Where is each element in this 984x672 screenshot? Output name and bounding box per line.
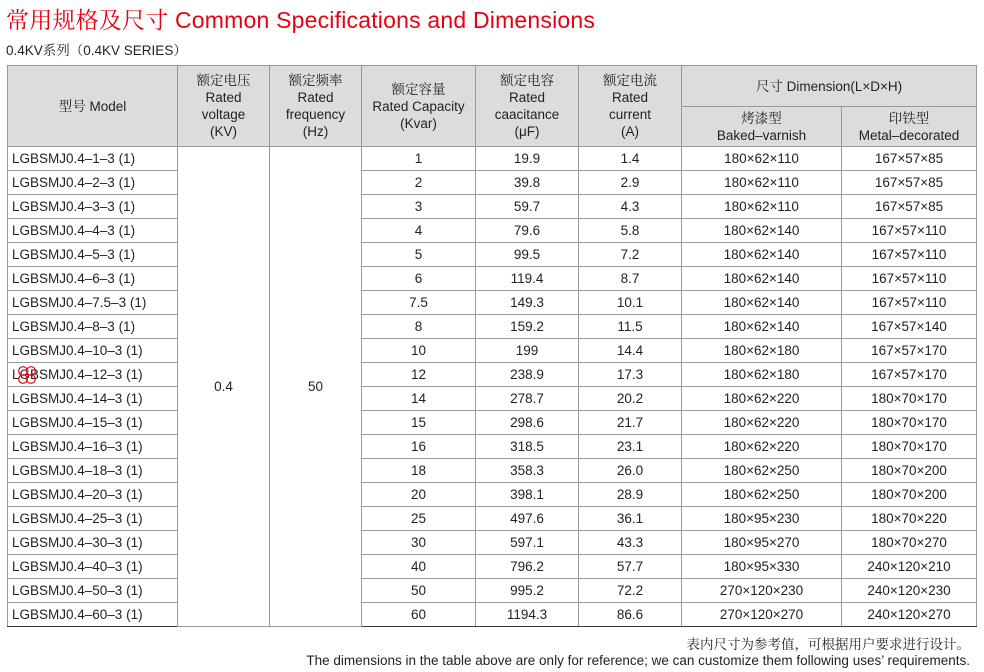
cell-capacity: 15 bbox=[362, 411, 476, 435]
cell-baked-dimension: 180×62×220 bbox=[682, 411, 842, 435]
header-model: 型号 Model bbox=[8, 66, 178, 147]
cell-capacitance: 597.1 bbox=[476, 531, 579, 555]
cell-baked-dimension: 180×62×180 bbox=[682, 363, 842, 387]
cell-baked-dimension: 270×120×230 bbox=[682, 579, 842, 603]
cell-current: 43.3 bbox=[579, 531, 682, 555]
header-frequency-line: frequency bbox=[285, 107, 346, 122]
table-row bbox=[8, 363, 977, 387]
header-capacity bbox=[362, 66, 476, 147]
footnote-chinese: 表内尺寸为参考值，可根据用户要求进行设计。 bbox=[686, 637, 970, 652]
cell-capacity: 16 bbox=[362, 435, 476, 459]
cell-model: LGBSMJ0.4–1–3 (1) bbox=[8, 147, 178, 171]
cell-metal-dimension: 167×57×170 bbox=[842, 363, 977, 387]
cell-model: LGBSMJ0.4–6–3 (1) bbox=[8, 267, 178, 291]
cell-capacity: 4 bbox=[362, 219, 476, 243]
header-current-line: Rated bbox=[611, 90, 649, 105]
header-frequency-line: Rated bbox=[297, 90, 334, 105]
header-baked-line: 烤漆型 bbox=[741, 110, 782, 126]
cell-metal-dimension: 167×57×85 bbox=[842, 171, 977, 195]
cell-model: LGBSMJ0.4–14–3 (1) bbox=[8, 387, 178, 411]
cell-capacity: 30 bbox=[362, 531, 476, 555]
cell-capacity: 25 bbox=[362, 507, 476, 531]
cell-current: 36.1 bbox=[579, 507, 682, 531]
cell-capacitance: 119.4 bbox=[476, 267, 579, 291]
cell-current: 72.2 bbox=[579, 579, 682, 603]
header-voltage-line: (KV) bbox=[210, 124, 237, 139]
table-row bbox=[8, 555, 977, 579]
series-subtitle: 0.4KV系列（0.4KV SERIES） bbox=[6, 43, 187, 58]
cell-current: 5.8 bbox=[579, 219, 682, 243]
cell-metal-dimension: 180×70×170 bbox=[842, 411, 977, 435]
footnote-english: The dimensions in the table above are only for reference; we can customize them following uses’ requirements. bbox=[306, 653, 970, 668]
cell-model: LGBSMJ0.4–40–3 (1) bbox=[8, 555, 178, 579]
cell-baked-dimension: 180×62×220 bbox=[682, 435, 842, 459]
cell-baked-dimension: 180×95×270 bbox=[682, 531, 842, 555]
cell-metal-dimension: 167×57×110 bbox=[842, 291, 977, 315]
cell-model: LGBSMJ0.4–10–3 (1) bbox=[8, 339, 178, 363]
header-current-line: current bbox=[608, 107, 652, 122]
cell-metal-dimension: 240×120×270 bbox=[842, 603, 977, 627]
cell-baked-dimension: 180×62×110 bbox=[682, 147, 842, 171]
table-row bbox=[8, 435, 977, 459]
cell-model: LGBSMJ0.4–20–3 (1) bbox=[8, 483, 178, 507]
cell-capacitance: 39.8 bbox=[476, 171, 579, 195]
cell-model: LGBSMJ0.4–15–3 (1) bbox=[8, 411, 178, 435]
cell-capacitance: 99.5 bbox=[476, 243, 579, 267]
cell-baked-dimension: 180×62×250 bbox=[682, 459, 842, 483]
header-frequency-line: 额定频率 bbox=[288, 73, 343, 88]
table-row bbox=[8, 219, 977, 243]
cell-capacitance: 358.3 bbox=[476, 459, 579, 483]
table-row bbox=[8, 291, 977, 315]
cell-capacitance: 79.6 bbox=[476, 219, 579, 243]
header-metal-line: 印铁型 bbox=[888, 110, 930, 126]
cell-metal-dimension: 167×57×110 bbox=[842, 219, 977, 243]
cell-baked-dimension: 180×95×330 bbox=[682, 555, 842, 579]
header-capacitance-line: Rated bbox=[508, 90, 546, 105]
cell-metal-dimension: 180×70×220 bbox=[842, 507, 977, 531]
cell-baked-dimension: 180×95×230 bbox=[682, 507, 842, 531]
cell-current: 2.9 bbox=[579, 171, 682, 195]
cell-baked-dimension: 270×120×270 bbox=[682, 603, 842, 627]
table-row bbox=[8, 483, 977, 507]
header-current-line: 额定电流 bbox=[603, 73, 657, 88]
table-row bbox=[8, 579, 977, 603]
cell-current: 10.1 bbox=[579, 291, 682, 315]
header-metal-decorated bbox=[842, 107, 977, 147]
cell-current: 14.4 bbox=[579, 339, 682, 363]
cell-model: LGBSMJ0.4–5–3 (1) bbox=[8, 243, 178, 267]
cell-capacitance: 796.2 bbox=[476, 555, 579, 579]
cell-model: LGBSMJ0.4–7.5–3 (1) bbox=[8, 291, 178, 315]
cell-current: 26.0 bbox=[579, 459, 682, 483]
table-row bbox=[8, 531, 977, 555]
cell-metal-dimension: 167×57×170 bbox=[842, 339, 977, 363]
cell-metal-dimension: 167×57×110 bbox=[842, 267, 977, 291]
header-voltage-line: voltage bbox=[201, 107, 246, 122]
cell-current: 4.3 bbox=[579, 195, 682, 219]
cell-baked-dimension: 180×62×140 bbox=[682, 219, 842, 243]
cell-baked-dimension: 180×62×140 bbox=[682, 243, 842, 267]
header-frequency-line: (Hz) bbox=[302, 124, 329, 139]
page-title: 常用规格及尺寸 Common Specifications and Dimensions bbox=[6, 7, 596, 33]
cell-capacity: 60 bbox=[362, 603, 476, 627]
header-capacitance-line: 额定电容 bbox=[500, 73, 554, 88]
cell-metal-dimension: 180×70×200 bbox=[842, 483, 977, 507]
table-row bbox=[8, 243, 977, 267]
cell-capacitance: 995.2 bbox=[476, 579, 579, 603]
cell-capacitance: 298.6 bbox=[476, 411, 579, 435]
header-current bbox=[579, 66, 682, 147]
cell-baked-dimension: 180×62×180 bbox=[682, 339, 842, 363]
cell-current: 28.9 bbox=[579, 483, 682, 507]
cell-metal-dimension: 180×70×200 bbox=[842, 459, 977, 483]
cell-metal-dimension: 167×57×85 bbox=[842, 147, 977, 171]
cell-baked-dimension: 180×62×220 bbox=[682, 387, 842, 411]
cell-current: 7.2 bbox=[579, 243, 682, 267]
header-voltage-line: 额定电压 bbox=[196, 73, 251, 88]
table-row bbox=[8, 507, 977, 531]
specifications-table bbox=[7, 65, 977, 627]
cell-current: 11.5 bbox=[579, 315, 682, 339]
cell-current: 86.6 bbox=[579, 603, 682, 627]
cell-current: 8.7 bbox=[579, 267, 682, 291]
cell-capacitance: 398.1 bbox=[476, 483, 579, 507]
table-row bbox=[8, 171, 977, 195]
cell-capacity: 40 bbox=[362, 555, 476, 579]
cell-metal-dimension: 167×57×85 bbox=[842, 195, 977, 219]
cell-capacitance: 199 bbox=[476, 339, 579, 363]
cell-model: LGBSMJ0.4–30–3 (1) bbox=[8, 531, 178, 555]
header-frequency bbox=[270, 66, 362, 147]
cell-capacitance: 19.9 bbox=[476, 147, 579, 171]
table-row bbox=[8, 411, 977, 435]
cell-capacity: 7.5 bbox=[362, 291, 476, 315]
cell-baked-dimension: 180×62×110 bbox=[682, 195, 842, 219]
cell-capacity: 1 bbox=[362, 147, 476, 171]
cell-capacitance: 149.3 bbox=[476, 291, 579, 315]
cell-baked-dimension: 180×62×140 bbox=[682, 315, 842, 339]
header-baked-line: Baked–varnish bbox=[716, 127, 807, 143]
cell-model: LGBSMJ0.4–25–3 (1) bbox=[8, 507, 178, 531]
cell-model: LGBSMJ0.4–16–3 (1) bbox=[8, 435, 178, 459]
cell-current: 23.1 bbox=[579, 435, 682, 459]
cell-capacitance: 318.5 bbox=[476, 435, 579, 459]
cell-capacity: 5 bbox=[362, 243, 476, 267]
table-row bbox=[8, 339, 977, 363]
header-voltage bbox=[178, 66, 270, 147]
cell-capacitance: 497.6 bbox=[476, 507, 579, 531]
cell-baked-dimension: 180×62×140 bbox=[682, 291, 842, 315]
cell-metal-dimension: 180×70×170 bbox=[842, 387, 977, 411]
header-dimension: 尺寸 Dimension(L×D×H) bbox=[682, 66, 977, 107]
cell-capacitance: 1194.3 bbox=[476, 603, 579, 627]
cell-voltage: 0.4 bbox=[178, 147, 270, 627]
table-row bbox=[8, 315, 977, 339]
cell-current: 20.2 bbox=[579, 387, 682, 411]
cell-model: LGBSMJ0.4–18–3 (1) bbox=[8, 459, 178, 483]
table-row bbox=[8, 195, 977, 219]
table-row bbox=[8, 387, 977, 411]
cell-capacity: 20 bbox=[362, 483, 476, 507]
cell-capacitance: 59.7 bbox=[476, 195, 579, 219]
header-current-line: (A) bbox=[621, 124, 639, 139]
cell-capacity: 2 bbox=[362, 171, 476, 195]
cell-baked-dimension: 180×62×140 bbox=[682, 267, 842, 291]
header-capacity-line: 额定容量 bbox=[391, 81, 446, 97]
cell-model: LGBSMJ0.4–12–3 (1) bbox=[8, 363, 178, 387]
cell-metal-dimension: 167×57×110 bbox=[842, 243, 977, 267]
header-capacitance bbox=[476, 66, 579, 147]
cell-model: LGBSMJ0.4–4–3 (1) bbox=[8, 219, 178, 243]
cell-capacitance: 159.2 bbox=[476, 315, 579, 339]
cell-model: LGBSMJ0.4–60–3 (1) bbox=[8, 603, 178, 627]
table-row bbox=[8, 267, 977, 291]
cell-frequency: 50 bbox=[270, 147, 362, 627]
cell-capacitance: 278.7 bbox=[476, 387, 579, 411]
cell-capacity: 12 bbox=[362, 363, 476, 387]
table-row bbox=[8, 147, 977, 171]
cell-metal-dimension: 240×120×230 bbox=[842, 579, 977, 603]
cell-metal-dimension: 180×70×170 bbox=[842, 435, 977, 459]
cell-capacitance: 238.9 bbox=[476, 363, 579, 387]
cell-current: 1.4 bbox=[579, 147, 682, 171]
cell-metal-dimension: 180×70×270 bbox=[842, 531, 977, 555]
header-baked-varnish bbox=[682, 107, 842, 147]
header-capacity-line: (Kvar) bbox=[400, 115, 437, 131]
cell-capacity: 18 bbox=[362, 459, 476, 483]
header-metal-line: Metal–decorated bbox=[858, 127, 960, 143]
cell-current: 57.7 bbox=[579, 555, 682, 579]
cell-capacity: 3 bbox=[362, 195, 476, 219]
cell-model: LGBSMJ0.4–8–3 (1) bbox=[8, 315, 178, 339]
table-body bbox=[8, 147, 977, 627]
cell-current: 17.3 bbox=[579, 363, 682, 387]
cell-capacity: 10 bbox=[362, 339, 476, 363]
cell-capacity: 50 bbox=[362, 579, 476, 603]
header-capacitance-line: (μF) bbox=[514, 124, 540, 139]
header-capacity-line: Rated Capacity bbox=[372, 98, 465, 114]
header-capacitance-line: caacitance bbox=[494, 107, 560, 122]
cell-capacity: 8 bbox=[362, 315, 476, 339]
cell-current: 21.7 bbox=[579, 411, 682, 435]
cell-model: LGBSMJ0.4–3–3 (1) bbox=[8, 195, 178, 219]
cell-baked-dimension: 180×62×250 bbox=[682, 483, 842, 507]
header-voltage-line: Rated bbox=[205, 90, 242, 105]
cell-metal-dimension: 167×57×140 bbox=[842, 315, 977, 339]
cell-baked-dimension: 180×62×110 bbox=[682, 171, 842, 195]
cell-metal-dimension: 240×120×210 bbox=[842, 555, 977, 579]
cell-model: LGBSMJ0.4–2–3 (1) bbox=[8, 171, 178, 195]
table-row bbox=[8, 459, 977, 483]
cell-capacity: 14 bbox=[362, 387, 476, 411]
cell-capacity: 6 bbox=[362, 267, 476, 291]
cell-model: LGBSMJ0.4–50–3 (1) bbox=[8, 579, 178, 603]
table-row bbox=[8, 603, 977, 627]
